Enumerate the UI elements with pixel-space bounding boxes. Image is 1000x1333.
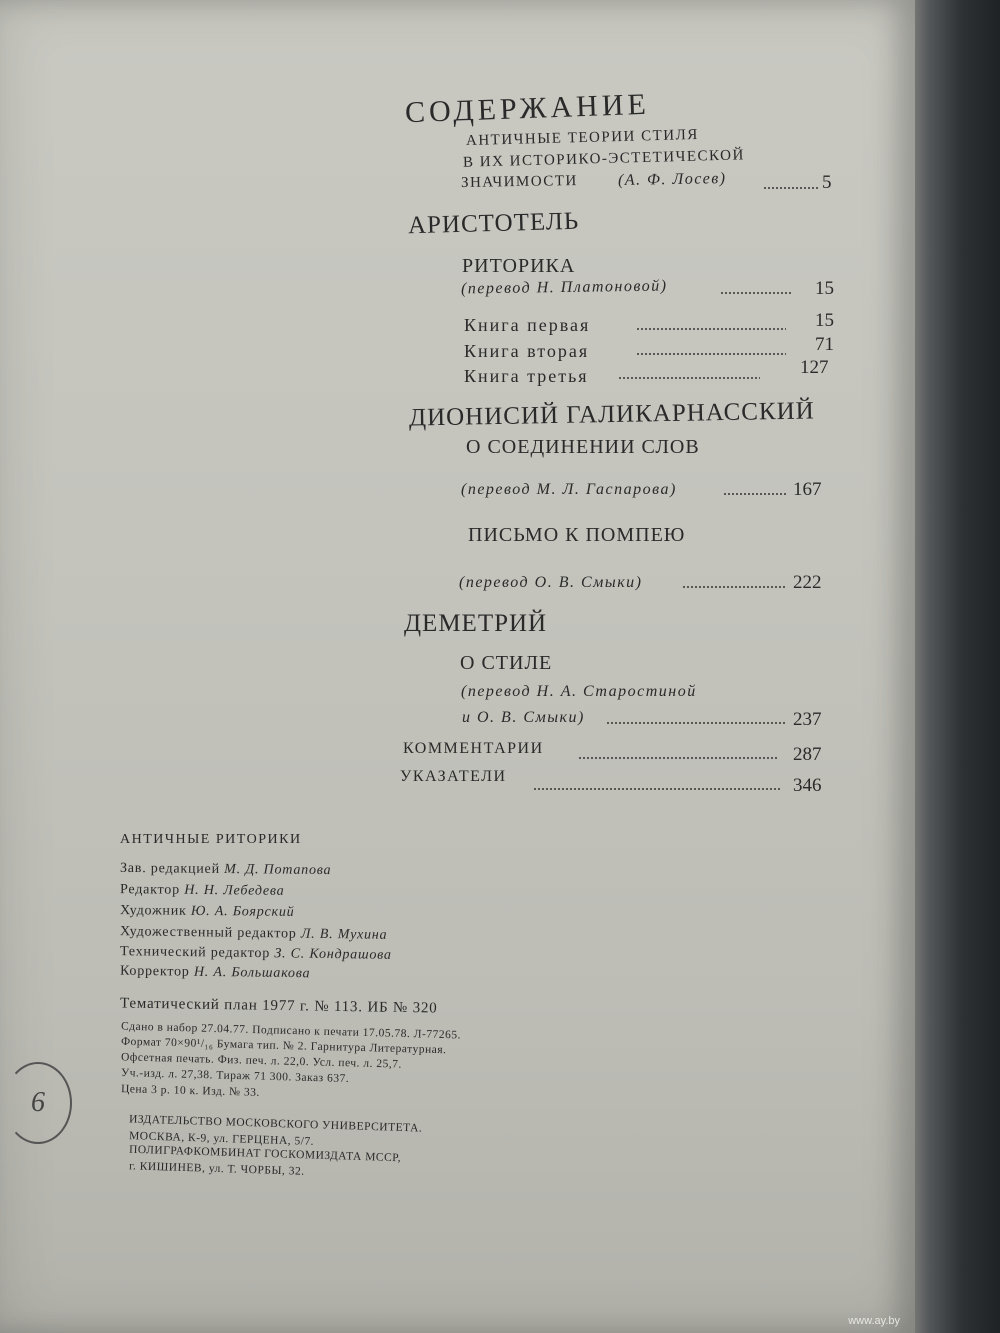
- publisher-line: ИЗДАТЕЛЬСТВО МОСКОВСКОГО УНИВЕРСИТЕТА.: [128, 1113, 423, 1135]
- credit-line: Корректор Н. А. Большакова: [119, 963, 311, 982]
- credit-line: Редактор Н. Н. Лебедева: [119, 882, 285, 899]
- credit-line: Художественный редактор Л. В. Мухина: [119, 924, 388, 943]
- credit-line: Технический редактор З. С. Кондрашова: [119, 944, 392, 963]
- composition-page: 167: [793, 479, 822, 500]
- on-style-dot-leader: [606, 722, 786, 724]
- credit-line: Зав. редакцией М. Д. Потапова: [119, 860, 332, 879]
- composition-dot-leader: [723, 493, 786, 495]
- book-two-page: 71: [815, 334, 834, 355]
- indexes-label: УКАЗАТЕЛИ: [400, 768, 507, 785]
- intro-author: (А. Ф. Лосев): [617, 170, 727, 189]
- watermark: www.ay.by: [848, 1315, 900, 1327]
- book-one-dot-leader: [636, 328, 786, 330]
- author-aristotle: АРИСТОТЕЛЬ: [407, 207, 580, 240]
- book-spine-edge: [905, 0, 1000, 1333]
- comments-page: 287: [793, 744, 822, 765]
- translator-gasparov: (перевод М. Л. Гаспарова): [461, 481, 677, 498]
- indexes-page: 346: [793, 775, 822, 796]
- thematic-plan: Тематический план 1977 г. № 113. ИБ № 320: [119, 995, 438, 1017]
- rhetoric-dot-leader: [720, 292, 792, 294]
- book-three-label: Книга третья: [464, 366, 589, 386]
- book-two-label: Книга вторая: [464, 341, 590, 361]
- toc-heading: СОДЕРЖАНИЕ: [404, 87, 651, 130]
- intro-page: 5: [822, 172, 832, 193]
- publisher-line: ПОЛИГРАФКОМБИНАТ ГОСКОМИЗДАТА МССР,: [128, 1143, 402, 1165]
- translator-smyka: (перевод О. В. Смыки): [459, 574, 643, 591]
- book-one-label: Книга первая: [464, 315, 591, 335]
- intro-title-line3: ЗНАЧИМОСТИ: [460, 172, 578, 192]
- translator-smyka-2: и О. В. Смыки): [462, 709, 585, 726]
- rhetoric-page: 15: [815, 278, 834, 299]
- publisher-line: МОСКВА, К-9, ул. ГЕРЦЕНА, 5/7.: [128, 1130, 315, 1148]
- book-three-dot-leader: [618, 377, 760, 379]
- indexes-dot-leader: [533, 788, 781, 790]
- book-one-page: 15: [815, 310, 834, 331]
- book-two-dot-leader: [636, 353, 786, 355]
- intro-title-line2: В ИХ ИСТОРИКО-ЭСТЕТИЧЕСКОЙ: [462, 147, 746, 171]
- colophon-title: АНТИЧНЫЕ РИТОРИКИ: [120, 832, 302, 847]
- translator-starostina: (перевод Н. А. Старостиной: [461, 683, 697, 700]
- work-rhetoric: РИТОРИКА: [462, 255, 576, 277]
- print-detail: Уч.-изд. л. 27,38. Тираж 71 300. Заказ 637.: [120, 1067, 350, 1085]
- letter-pompey-dot-leader: [682, 586, 786, 588]
- on-style-page: 237: [793, 709, 822, 730]
- book-three-page: 127: [800, 357, 829, 378]
- work-composition: О СОЕДИНЕНИИ СЛОВ: [466, 436, 700, 458]
- letter-pompey-page: 222: [793, 572, 822, 593]
- work-on-style: О СТИЛЕ: [460, 652, 553, 674]
- comments-label: КОММЕНТАРИИ: [403, 740, 544, 757]
- print-detail: Формат 70×90¹/₁₆ Бумага тип. № 2. Гарнитура Литературная.: [120, 1035, 447, 1057]
- print-detail: Офсетная печать. Физ. печ. л. 22,0. Усл. печ. л. 25,7.: [120, 1051, 402, 1071]
- intro-title-line1: АНТИЧНЫЕ ТЕОРИИ СТИЛЯ: [465, 126, 699, 150]
- comments-dot-leader: [578, 757, 778, 759]
- print-detail: Сдано в набор 27.04.77. Подписано к печати 17.05.78. Л-77265.: [120, 1020, 462, 1042]
- publisher-line: г. КИШИНЕВ, ул. Т. ЧОРБЫ, 32.: [128, 1160, 305, 1178]
- handwritten-margin-mark: 6: [4, 1062, 72, 1144]
- author-demetrius: ДЕМЕТРИЙ: [404, 610, 548, 637]
- print-detail: Цена 3 р. 10 к. Изд. № 33.: [120, 1083, 260, 1099]
- work-letter-pompey: ПИСЬМО К ПОМПЕЮ: [468, 524, 686, 546]
- credit-line: Художник Ю. А. Боярский: [119, 903, 295, 920]
- author-dionysius: ДИОНИСИЙ ГАЛИКАРНАССКИЙ: [408, 397, 815, 432]
- translator-platonova: (перевод Н. Платоновой): [460, 277, 668, 298]
- intro-dot-leader: [763, 187, 818, 189]
- colophon: [0, 820, 915, 1333]
